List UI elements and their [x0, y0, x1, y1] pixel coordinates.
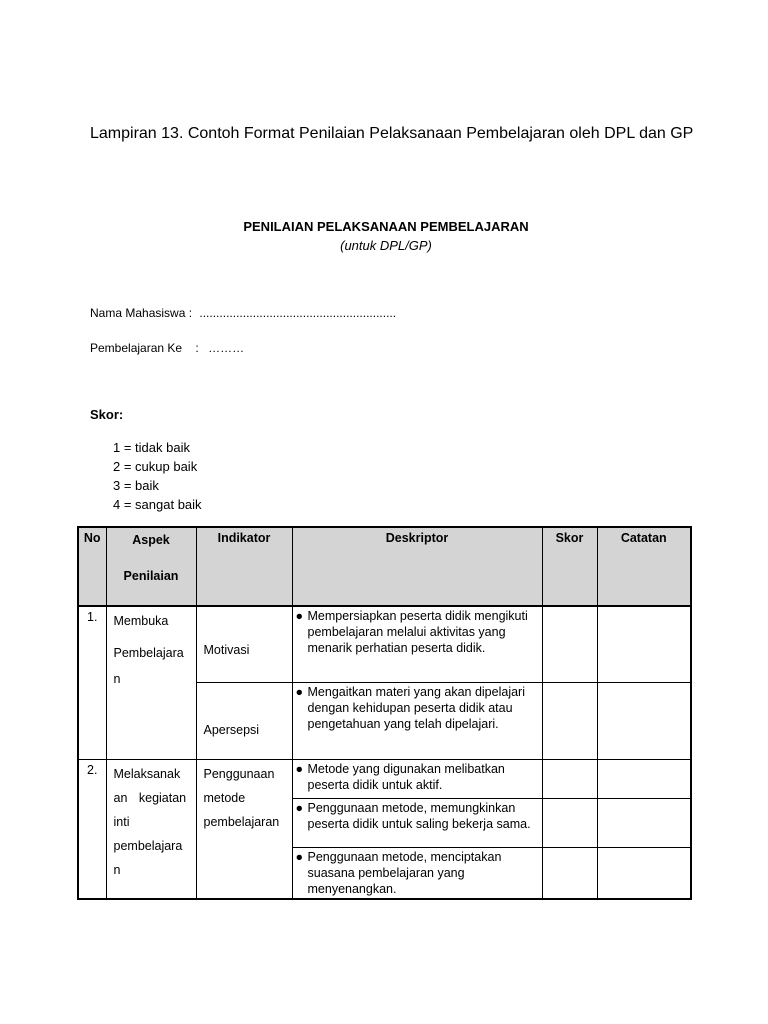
- header-catatan: Catatan: [597, 527, 691, 606]
- aspek-line: inti: [113, 814, 130, 829]
- header-skor: Skor: [542, 527, 597, 606]
- assessment-table: [77, 526, 692, 900]
- skor-item: 3 = baik: [113, 478, 159, 493]
- descriptor-cell: [292, 682, 542, 759]
- skor-item: 2 = cukup baik: [113, 459, 198, 474]
- descriptor-text: Metode yang digunakan melibatkan peserta didik untuk aktif.: [307, 761, 505, 792]
- header-aspek-line: Aspek: [132, 533, 170, 547]
- indikator-line: Penggunaan: [203, 766, 275, 781]
- descriptor-cell: [292, 606, 542, 682]
- table-row: [78, 606, 691, 682]
- document-heading: Lampiran 13. Contoh Format Penilaian Pelaksanaan Pembelajaran oleh DPL dan GP: [90, 125, 694, 142]
- aspek-line: an kegiatan: [113, 790, 187, 805]
- header-no: No: [78, 527, 106, 606]
- indikator-cell: [196, 759, 292, 899]
- aspek-line: n: [113, 672, 121, 686]
- skor-cell[interactable]: [542, 847, 597, 899]
- skor-cell[interactable]: [542, 606, 597, 682]
- descriptor-text: Penggunaan metode, menciptakan suasana pembelajaran yang menyenangkan.: [307, 849, 502, 896]
- aspek-line: Melaksanak: [113, 766, 181, 781]
- skor-item: 4 = sangat baik: [113, 497, 202, 512]
- form-subtitle: (untuk DPL/GP): [340, 238, 432, 253]
- header-deskriptor: Deskriptor: [292, 527, 542, 606]
- form-title: PENILAIAN PELAKSANAAN PEMBELAJARAN: [243, 219, 529, 234]
- skor-cell[interactable]: [542, 682, 597, 759]
- catatan-cell[interactable]: [597, 847, 691, 899]
- nama-mahasiswa-field[interactable]: [90, 306, 396, 320]
- bullet-icon: ●: [295, 800, 304, 815]
- indikator-cell: Apersepsi: [196, 682, 292, 759]
- indikator-cell: Motivasi: [196, 606, 292, 682]
- bullet-icon: ●: [295, 761, 304, 776]
- pembelajaran-ke-field[interactable]: [90, 341, 244, 355]
- indikator-line: metode: [203, 790, 246, 805]
- aspek-line: n: [113, 862, 121, 877]
- header-aspek-penilaian: [106, 527, 196, 606]
- descriptor-cell: [292, 847, 542, 899]
- pembelajaran-ke-value[interactable]: ………: [208, 341, 245, 355]
- catatan-cell[interactable]: [597, 682, 691, 759]
- header-indikator: Indikator: [196, 527, 292, 606]
- bullet-icon: ●: [295, 849, 304, 864]
- bullet-icon: ●: [295, 609, 304, 623]
- skor-cell[interactable]: [542, 759, 597, 798]
- aspek-cell: [106, 606, 196, 759]
- aspek-line: Pembelajara: [113, 646, 184, 660]
- catatan-cell[interactable]: [597, 759, 691, 798]
- header-aspek-line: Penilaian: [123, 569, 179, 583]
- table-row: [78, 759, 691, 798]
- nama-mahasiswa-value[interactable]: ...........................................................: [199, 306, 397, 320]
- skor-label: Skor:: [90, 407, 124, 422]
- descriptor-cell: [292, 798, 542, 847]
- row-number: 2.: [78, 759, 106, 899]
- pembelajaran-ke-separator: :: [195, 341, 199, 355]
- bullet-icon: ●: [295, 684, 304, 699]
- aspek-cell: [106, 759, 196, 899]
- pembelajaran-ke-label: Pembelajaran Ke: [90, 341, 183, 355]
- catatan-cell[interactable]: [597, 606, 691, 682]
- descriptor-cell: [292, 759, 542, 798]
- indikator-line: pembelajaran: [203, 814, 280, 829]
- descriptor-text: Mengaitkan materi yang akan dipelajari dengan kehidupan peserta didik atau pengetahuan yang telah dipelajari.: [307, 684, 525, 731]
- descriptor-text: Mempersiapkan peserta didik mengikuti pembelajaran melalui aktivitas yang menarik perhatian peserta didik.: [307, 609, 528, 655]
- row-number: 1.: [78, 606, 106, 759]
- nama-mahasiswa-label: Nama Mahasiswa :: [90, 306, 193, 320]
- skor-legend: [113, 438, 202, 514]
- skor-cell[interactable]: [542, 798, 597, 847]
- table-header-row: [78, 527, 691, 606]
- catatan-cell[interactable]: [597, 798, 691, 847]
- descriptor-text: Penggunaan metode, memungkinkan peserta didik untuk saling bekerja sama.: [307, 800, 531, 831]
- skor-item: 1 = tidak baik: [113, 440, 190, 455]
- aspek-line: Membuka: [113, 614, 169, 628]
- aspek-line: pembelajara: [113, 838, 183, 853]
